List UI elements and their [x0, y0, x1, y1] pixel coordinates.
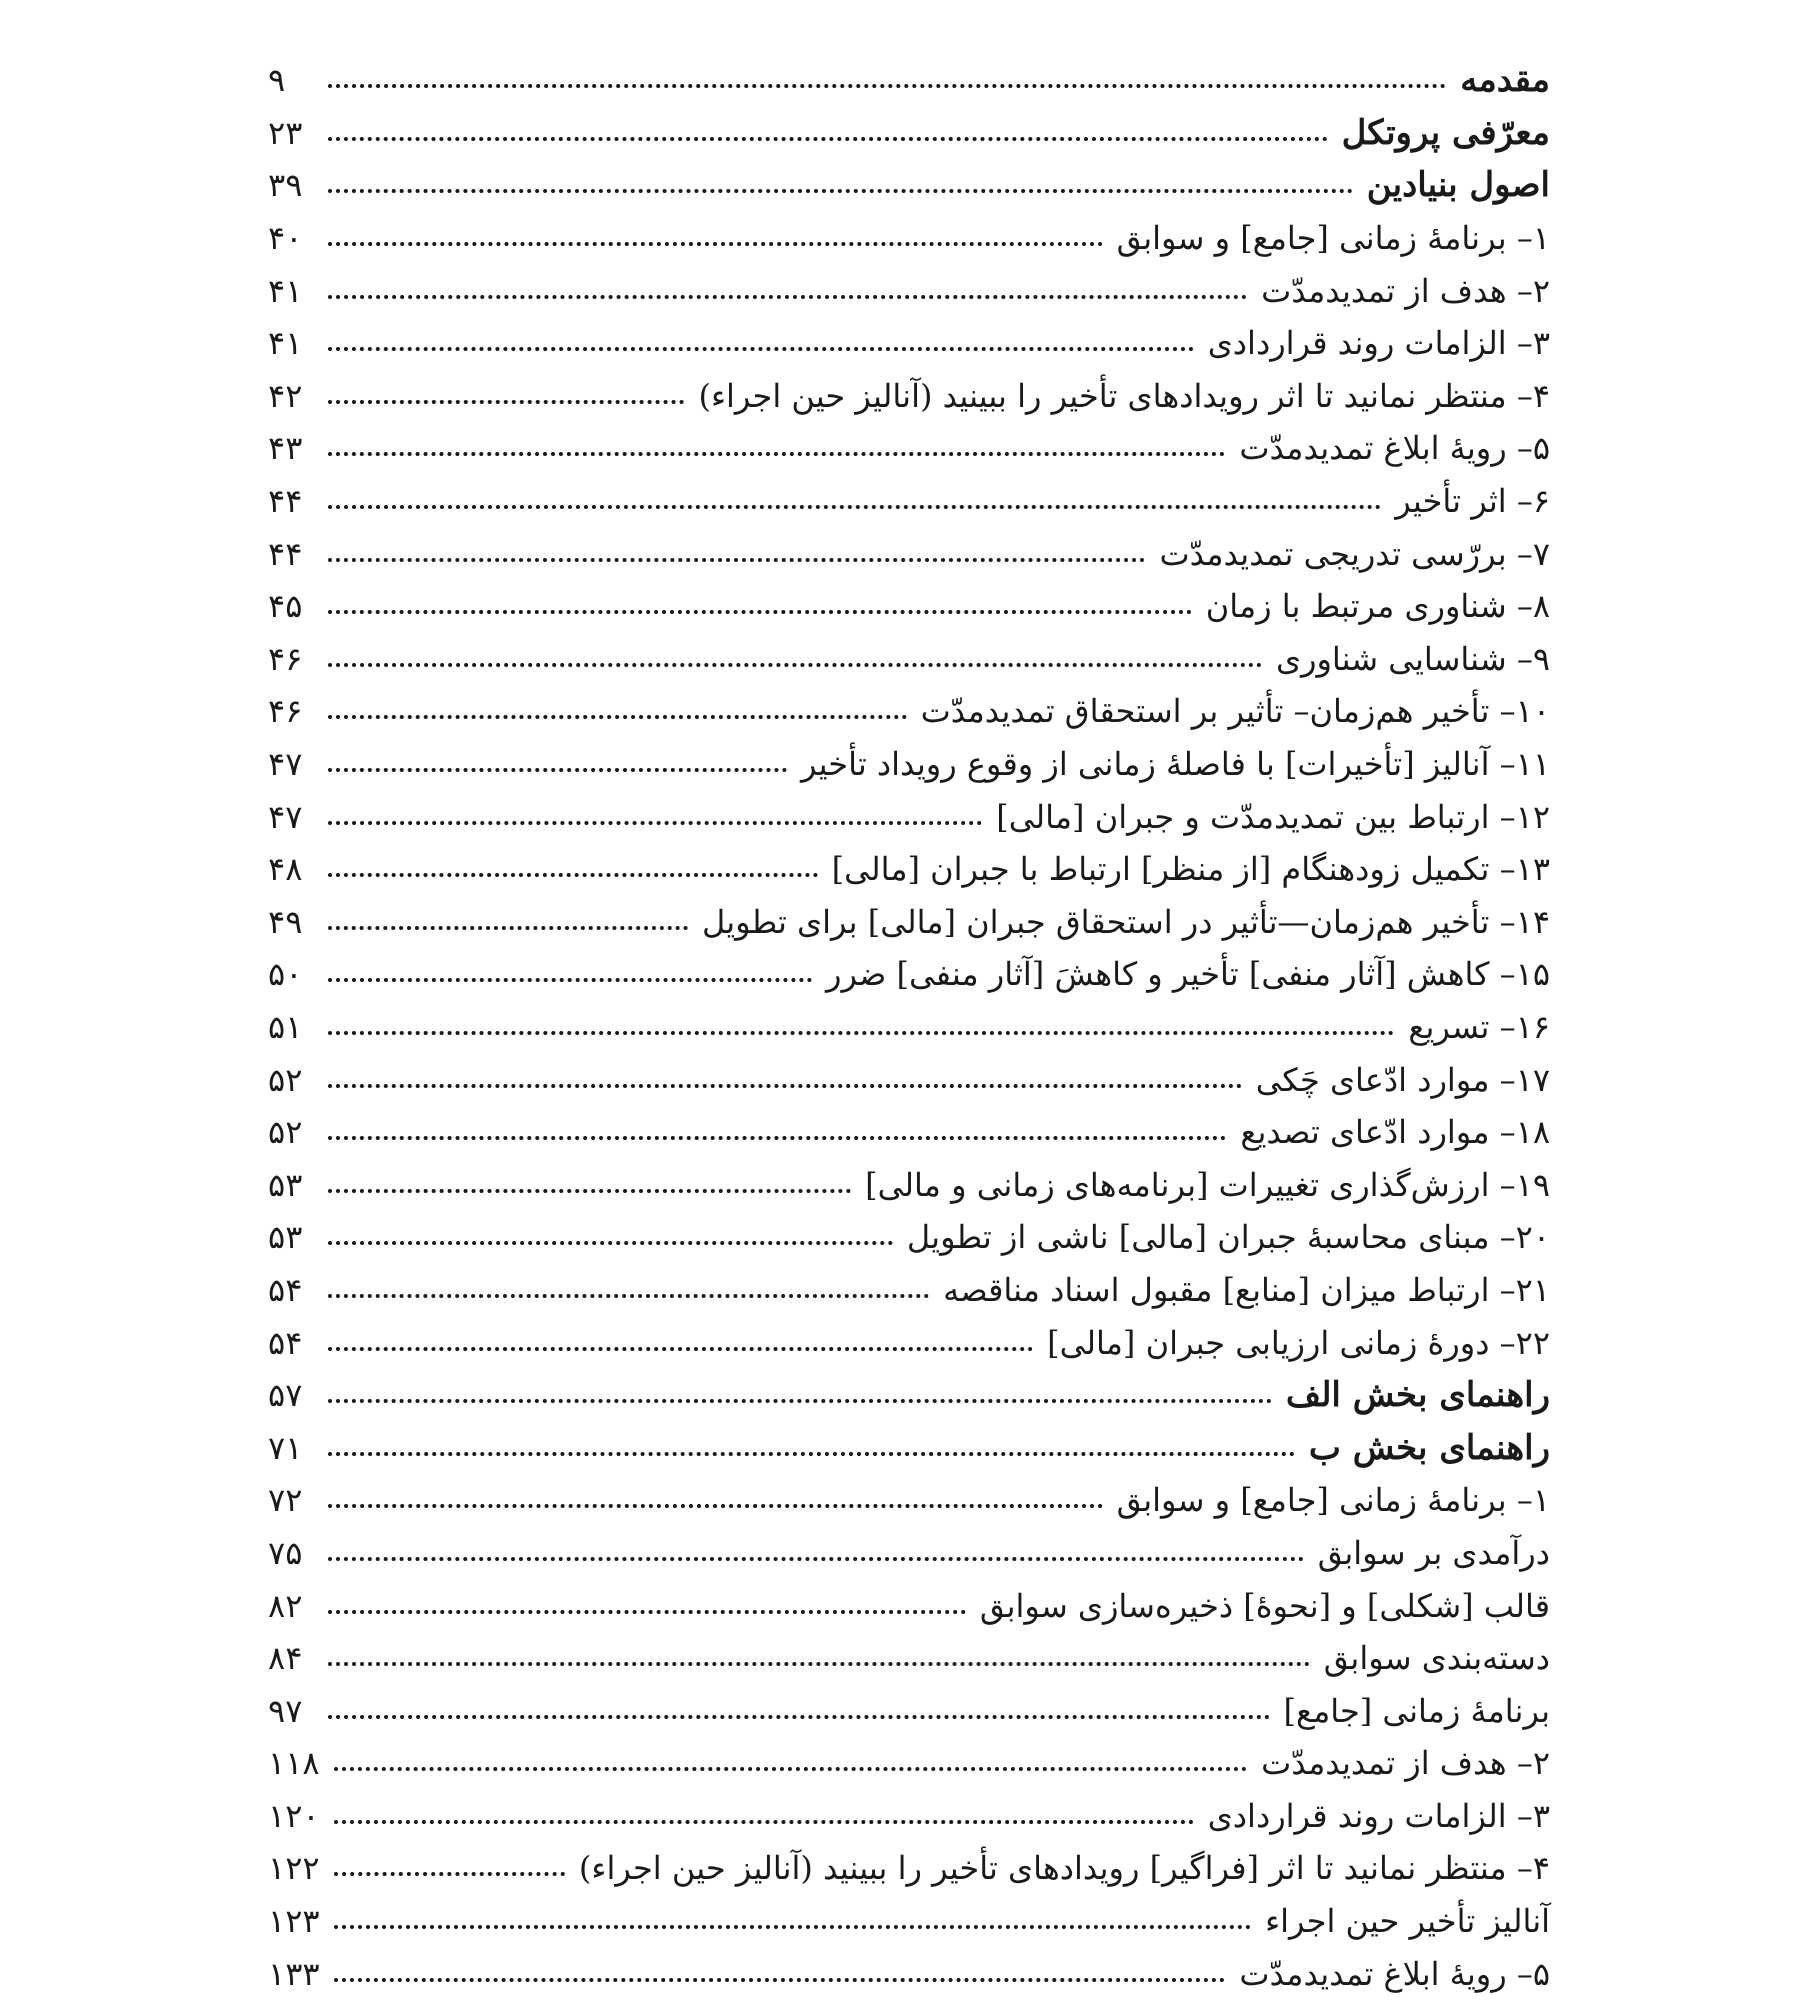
- toc-entry-title: ۱۰– تأخیر هم‌زمان– تأثیر بر استحقاق تمدیدمدّت: [920, 692, 1550, 731]
- dot-leader: [328, 715, 907, 719]
- dot-leader: [328, 1662, 1310, 1666]
- dot-leader: [334, 1767, 1248, 1771]
- toc-entry-title: ۱۳– تکمیل زودهنگام [از منظر] ارتباط با جبران [مالی]: [831, 850, 1550, 889]
- toc-page-number: ۴۷: [268, 797, 303, 836]
- toc-page-number: ۱۲۳: [268, 1902, 320, 1941]
- toc-entry-title: ۲– هدف از تمدیدمدّت: [1261, 271, 1550, 310]
- toc-page-number: ۴۲: [268, 376, 303, 415]
- toc-page-number: ۴۴: [268, 482, 303, 521]
- dot-leader: [328, 137, 1328, 141]
- toc-page-number: ۵۴: [268, 1323, 303, 1362]
- dot-leader: [328, 821, 982, 825]
- toc-entry-title: ۳– الزامات روند قراردادی: [1207, 1796, 1550, 1835]
- toc-entry-title: ۱– برنامهٔ زمانی [جامع] و سوابق: [1116, 219, 1550, 258]
- toc-entry: [268, 1684, 1550, 1737]
- toc-entry-title: راهنمای بخش ب: [1308, 1427, 1550, 1468]
- toc-page-number: ۱۲۲: [268, 1849, 320, 1888]
- dot-leader: [328, 978, 812, 982]
- toc-entry: [268, 1158, 1550, 1211]
- toc-entry: [268, 1053, 1550, 1106]
- dot-leader: [328, 1504, 1103, 1508]
- toc-entry-title: دسته‌بندی سوابق: [1323, 1639, 1550, 1678]
- toc-page-number: ۵۷: [268, 1376, 303, 1415]
- toc-entry-title: ۱۷– موارد ادّعای چَکی: [1255, 1060, 1550, 1099]
- toc-entry-title: ۶– اثر تأخیر: [1395, 482, 1550, 521]
- toc-entry: [268, 580, 1550, 633]
- dot-leader: [334, 1820, 1194, 1824]
- toc-page-number: ۴۵: [268, 587, 303, 626]
- toc-page-number: ۵۲: [268, 1113, 303, 1152]
- toc-entry: [268, 1737, 1550, 1790]
- dot-leader: [328, 873, 818, 877]
- toc-entry-title: ۱– برنامهٔ زمانی [جامع] و سوابق: [1116, 1481, 1550, 1520]
- dot-leader: [328, 400, 684, 404]
- toc-entry: [268, 1106, 1550, 1159]
- toc-page-number: ۴۱: [268, 324, 303, 363]
- toc-entry-title: مقدمه: [1460, 60, 1550, 101]
- toc-page-number: ۴۸: [268, 850, 303, 889]
- toc-entry: [268, 1474, 1550, 1527]
- toc-page-number: ۴۷: [268, 745, 303, 784]
- dot-leader: [328, 1136, 1226, 1140]
- toc-entry-title: معرّفی پروتکل: [1341, 112, 1550, 153]
- toc-entry-title: ۳– الزامات روند قراردادی: [1207, 324, 1550, 363]
- toc-entry: [268, 1790, 1550, 1843]
- dot-leader: [328, 295, 1247, 299]
- toc-entry-title: ۱۶– تسریع: [1408, 1007, 1550, 1046]
- toc-entry: [268, 1632, 1550, 1685]
- toc-entry: [268, 1211, 1550, 1264]
- toc-entry-title: راهنمای بخش الف: [1285, 1375, 1550, 1416]
- toc-page-number: ۸۴: [268, 1639, 303, 1678]
- toc-entry: [268, 738, 1550, 791]
- dot-leader: [328, 926, 688, 930]
- dot-leader: [328, 663, 1262, 667]
- toc-entry-title: ۹– شناسایی شناوری: [1275, 639, 1550, 678]
- dot-leader: [334, 1872, 565, 1876]
- table-of-contents: [268, 54, 1550, 2000]
- toc-page-number: ۴۴: [268, 534, 303, 573]
- toc-entry: [268, 896, 1550, 949]
- toc-entry: [268, 1001, 1550, 1054]
- toc-section-heading: [268, 1421, 1550, 1474]
- toc-page-number: ۱۱۸: [268, 1744, 320, 1783]
- dot-leader: [328, 1399, 1272, 1403]
- dot-leader: [328, 347, 1194, 351]
- dot-leader: [328, 1241, 893, 1245]
- toc-page-number: ۲۳: [268, 113, 303, 152]
- toc-entry-title: ۲– هدف از تمدیدمدّت: [1261, 1744, 1550, 1783]
- toc-entry: [268, 1316, 1550, 1369]
- toc-page-number: ۵۱: [268, 1007, 303, 1046]
- toc-entry-title: ۸– شناوری مرتبط با زمان: [1205, 587, 1550, 626]
- toc-page-number: ۱۳۳: [268, 1954, 320, 1993]
- toc-entry: [268, 1947, 1550, 2000]
- toc-page-number: ۸۲: [268, 1586, 303, 1625]
- toc-entry-title: ۷– بررّسی تدریجی تمدیدمدّت: [1159, 534, 1550, 573]
- dot-leader: [328, 1452, 1295, 1456]
- dot-leader: [328, 1031, 1394, 1035]
- toc-page-number: ۵۴: [268, 1270, 303, 1309]
- toc-entry-title: ۴– منتظر نمانید تا اثر رویدادهای تأخیر را ببینید (آنالیز حین اجراء): [698, 376, 1550, 415]
- toc-entry: [268, 212, 1550, 265]
- toc-entry-title: ۴– منتظر نمانید تا اثر [فراگیر] رویدادهای تأخیر را ببینید (آنالیز حین اجراء): [578, 1849, 1550, 1888]
- toc-entry-title: درآمدی بر سوابق: [1317, 1533, 1550, 1572]
- toc-entry-title: ۲۰– مبنای محاسبهٔ جبران [مالی] ناشی از تطویل: [906, 1218, 1550, 1257]
- toc-page-number: ۹: [268, 61, 286, 100]
- toc-page-number: ۴۶: [268, 692, 303, 731]
- dot-leader: [328, 84, 1446, 88]
- toc-page-number: ۷۱: [268, 1428, 303, 1467]
- toc-entry: [268, 790, 1550, 843]
- toc-entry-title: ۱۵– کاهش [آثار منفی] تأخیر و کاهشَ [آثار منفی] ضرر: [826, 955, 1550, 994]
- toc-section-heading: [268, 159, 1550, 212]
- toc-entry-title: ۱۲– ارتباط بین تمدیدمدّت و جبران [مالی]: [996, 797, 1550, 836]
- dot-leader: [328, 189, 1353, 193]
- toc-page-number: ۴۳: [268, 429, 303, 468]
- toc-entry: [268, 1264, 1550, 1317]
- dot-leader: [328, 1084, 1242, 1088]
- toc-page-number: ۴۶: [268, 639, 303, 678]
- toc-entry: [268, 475, 1550, 528]
- toc-entry: [268, 1579, 1550, 1632]
- toc-entry: [268, 1842, 1550, 1895]
- toc-page-number: ۷۲: [268, 1481, 303, 1520]
- toc-page-number: ۹۷: [268, 1691, 303, 1730]
- toc-entry-title: برنامهٔ زمانی [جامع]: [1283, 1691, 1550, 1730]
- dot-leader: [328, 1715, 1270, 1719]
- toc-entry-title: ۱۹– ارزش‌گذاری تغییرات [برنامه‌های زمانی و مالی]: [865, 1165, 1550, 1204]
- toc-entry-title: ۵– رویهٔ ابلاغ تمدیدمدّت: [1239, 429, 1550, 468]
- dot-leader: [328, 1610, 966, 1614]
- toc-entry: [268, 317, 1550, 370]
- toc-entry-title: ۵– رویهٔ ابلاغ تمدیدمدّت: [1239, 1954, 1550, 1993]
- dot-leader: [334, 1925, 1252, 1929]
- toc-entry-title: ۱۸– موارد ادّعای تصدیع: [1240, 1113, 1550, 1152]
- toc-entry: [268, 843, 1550, 896]
- toc-entry: [268, 422, 1550, 475]
- toc-page-number: ۳۹: [268, 166, 303, 205]
- dot-leader: [328, 610, 1192, 614]
- toc-page-number: ۵۰: [268, 955, 303, 994]
- toc-entry-title: ۲۲– دورهٔ زمانی ارزیابی جبران [مالی]: [1047, 1323, 1550, 1362]
- toc-page-number: ۷۵: [268, 1533, 303, 1572]
- toc-entry: [268, 685, 1550, 738]
- toc-entry: [268, 633, 1550, 686]
- dot-leader: [328, 242, 1103, 246]
- toc-page-number: ۴۰: [268, 219, 303, 258]
- toc-entry: [268, 264, 1550, 317]
- toc-page-number: ۵۲: [268, 1060, 303, 1099]
- dot-leader: [328, 452, 1225, 456]
- toc-page-number: ۱۲۰: [268, 1796, 320, 1835]
- toc-entry-title: ۱۴– تأخیر هم‌زمان—تأثیر در استحقاق جبران [مالی] برای تطویل: [702, 902, 1550, 941]
- toc-entry-title: اصول بنیادین: [1366, 165, 1550, 206]
- toc-entry: [268, 948, 1550, 1001]
- toc-section-heading: [268, 54, 1550, 107]
- dot-leader: [328, 1557, 1304, 1561]
- toc-entry-title: ۱۱– آنالیز [تأخیرات] با فاصلهٔ زمانی از وقوع رویداد تأخیر: [800, 745, 1550, 784]
- toc-page-number: ۵۳: [268, 1218, 303, 1257]
- toc-section-heading: [268, 107, 1550, 160]
- toc-entry: [268, 527, 1550, 580]
- toc-entry: [268, 1527, 1550, 1580]
- toc-page-number: ۴۹: [268, 902, 303, 941]
- dot-leader: [334, 1978, 1226, 1982]
- toc-page-number: ۴۱: [268, 271, 303, 310]
- dot-leader: [328, 505, 1381, 509]
- dot-leader: [328, 1347, 1033, 1351]
- toc-page-number: ۵۳: [268, 1165, 303, 1204]
- dot-leader: [328, 1294, 929, 1298]
- toc-entry-title: ۲۱– ارتباط میزان [منابع] مقبول اسناد مناقصه: [943, 1270, 1550, 1309]
- dot-leader: [328, 558, 1145, 562]
- dot-leader: [328, 768, 787, 772]
- dot-leader: [328, 1189, 851, 1193]
- toc-entry: [268, 1895, 1550, 1948]
- toc-entry: [268, 370, 1550, 423]
- toc-entry-title: آنالیز تأخیر حین اجراء: [1265, 1902, 1550, 1941]
- toc-section-heading: [268, 1369, 1550, 1422]
- toc-entry-title: قالب [شکلی] و [نحوهٔ] ذخیره‌سازی سوابق: [979, 1586, 1550, 1625]
